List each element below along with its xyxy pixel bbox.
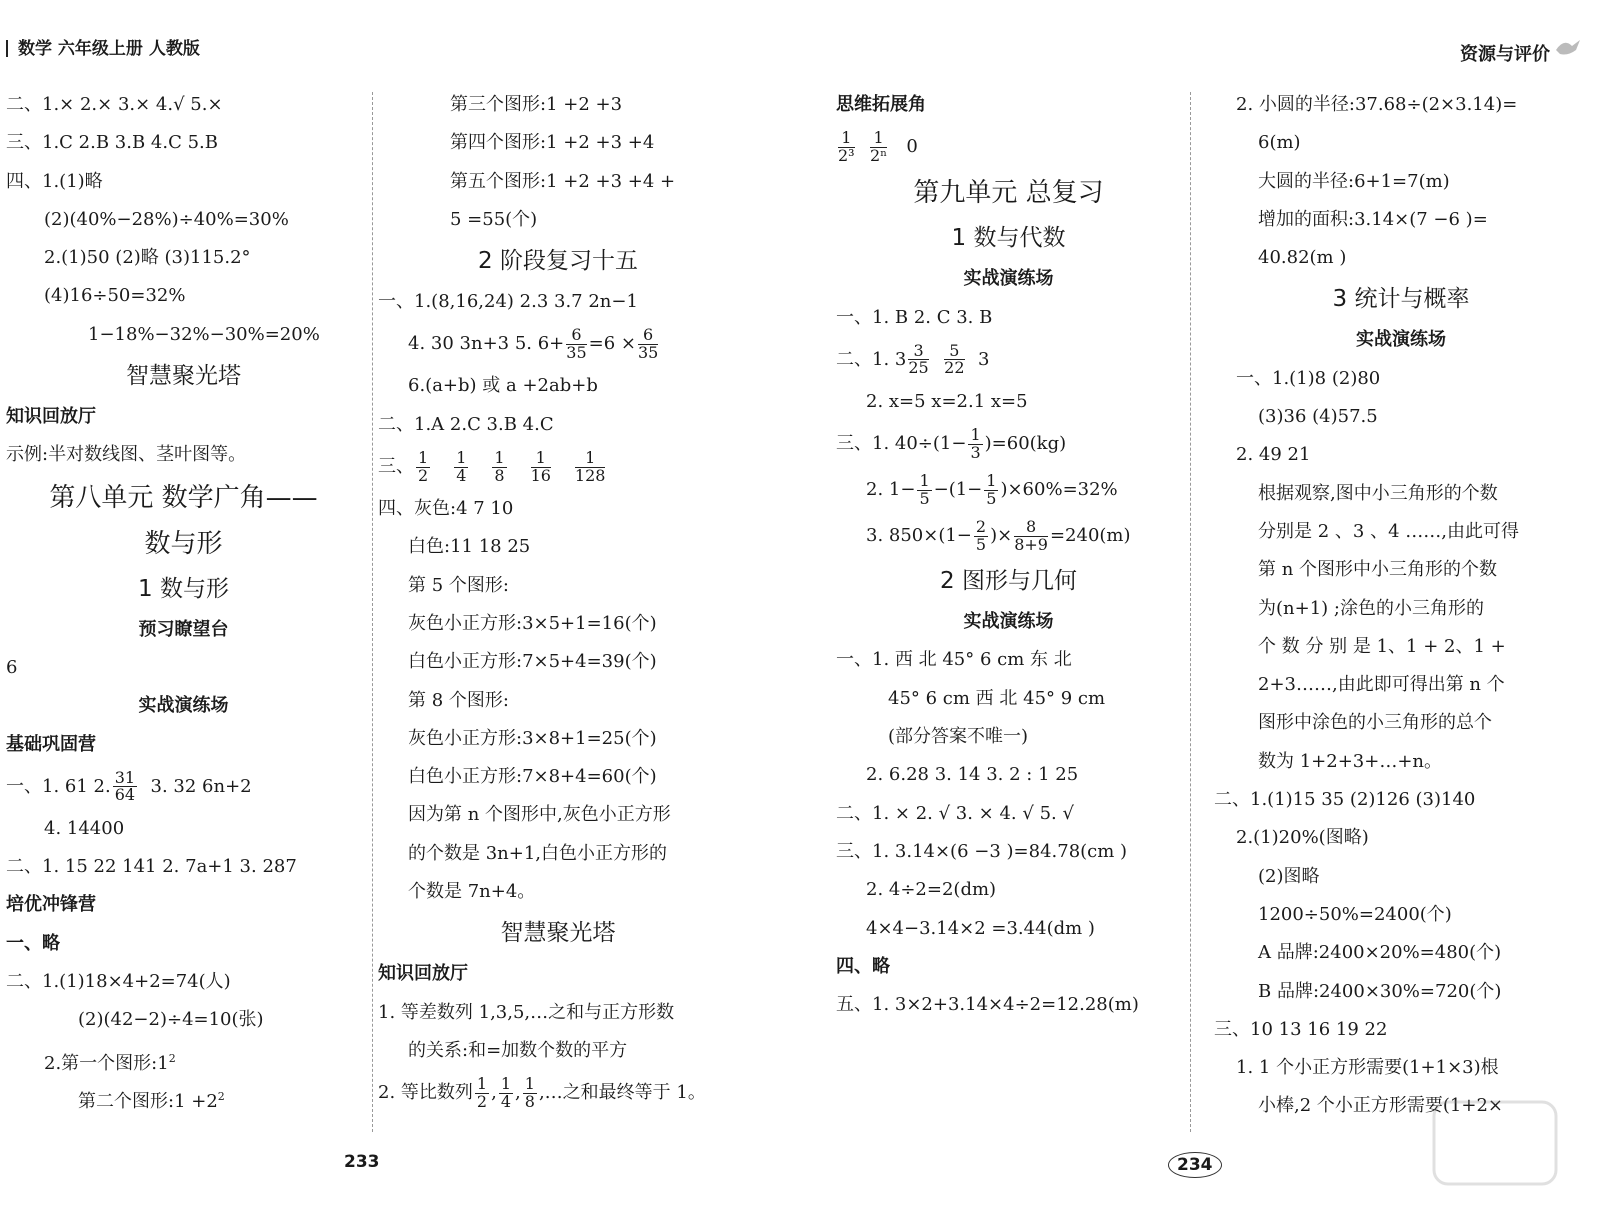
denominator: 16 <box>530 465 551 485</box>
fraction <box>574 447 606 485</box>
answer-line <box>378 321 738 367</box>
answer-text: 2.第一个图形:1 <box>44 1052 169 1074</box>
fraction <box>968 424 982 462</box>
column-divider <box>1190 92 1191 1132</box>
answer-line: 4. 14400 <box>44 817 125 839</box>
answer-line: 三、10 13 16 19 22 <box>1214 1018 1388 1040</box>
column-2 <box>378 86 738 1116</box>
fraction <box>530 447 551 485</box>
answer-line: 三、1. 3.14×(6 −3 )=84.78(cm ) <box>836 840 1128 862</box>
answer-line: 二、1. × 2. √ 3. × 4. √ 5. √ <box>836 802 1074 824</box>
denominator: 3 <box>970 442 981 462</box>
answer-line <box>378 444 738 490</box>
answer-text: 三、1. 40÷(1− <box>836 433 967 455</box>
answer-line: 1. 等差数列 1,3,5,…之和与正方形数 <box>378 1001 675 1023</box>
answer-text: 2. 等比数列 <box>378 1082 473 1104</box>
fraction <box>454 447 468 485</box>
numerator: 2 <box>975 516 987 536</box>
column-4 <box>1214 86 1566 1126</box>
subsection-heading: 知识回放厅 <box>6 406 96 428</box>
answer-line: 1. 1 个小正方形需要(1+1×3)根 <box>1236 1057 1499 1079</box>
answer-line: 一、1. 西 北 45° 6 cm 东 北 <box>836 649 1072 671</box>
fraction <box>1014 516 1048 554</box>
numerator: 5 <box>944 343 964 361</box>
fraction <box>870 130 887 165</box>
answer-line: 图形中涂色的小三角形的总个 <box>1258 712 1492 734</box>
answer-line: 二、1.(1)18×4+2=74(人) <box>6 971 231 993</box>
denominator: 22 <box>944 358 965 378</box>
numerator: 1 <box>575 450 606 468</box>
answer-line: 2. 4÷2=2(dm) <box>866 879 997 901</box>
numerator: 31 <box>114 767 136 787</box>
answer-line: 第四个图形:1 +2 +3 +4 <box>450 132 655 154</box>
answer-line: (2)图略 <box>1258 865 1320 887</box>
denominator: 2 <box>418 465 429 485</box>
answer-text: =6 × <box>588 333 636 355</box>
fraction <box>416 447 430 485</box>
answer-line: 一、1. B 2. C 3. B <box>836 306 993 328</box>
denominator: 8+9 <box>1014 534 1048 554</box>
answer-line: 2.(1)20%(图略) <box>1236 827 1369 849</box>
denominator: 35 <box>637 342 659 362</box>
fraction <box>113 767 137 805</box>
answer-text: 三、 <box>378 456 414 478</box>
section-heading: 实战演练场 <box>1356 329 1446 351</box>
answer-line: (部分答案不唯一) <box>888 726 1029 748</box>
numerator: 1 <box>970 424 981 444</box>
column-1 <box>6 86 361 1116</box>
denominator: 25 <box>908 358 929 378</box>
answer-line: (4)16÷50=32% <box>44 285 186 307</box>
answer-line <box>836 337 1181 383</box>
answer-line <box>378 86 738 124</box>
answer-text: )× <box>990 525 1013 547</box>
answer-text: 二、1. 3 <box>836 348 907 370</box>
answer-line: 白色:11 18 25 <box>408 536 531 558</box>
watermark-icon <box>1430 1098 1560 1188</box>
answer-line: 的个数是 3n+1,白色小正方形的 <box>408 842 668 864</box>
answer-line: 2. 49 21 <box>1236 444 1311 466</box>
answer-text: 3. 850×(1− <box>866 525 972 547</box>
answer-line: 个数是 7n+4。 <box>408 881 536 903</box>
fraction <box>917 470 931 508</box>
denominator: 5 <box>975 534 987 554</box>
answer-line: 四、略 <box>836 955 890 977</box>
answer-line: 个 数 分 别 是 1、1 + 2、1 + <box>1258 635 1506 657</box>
answer-line: 二、1.× 2.× 3.× 4.√ 5.× <box>6 94 223 115</box>
answer-line: 分别是 2 、3 、4 ……,由此可得 <box>1258 520 1519 542</box>
answer-line: 示例:半对数线图、茎叶图等。 <box>6 444 247 466</box>
subsection-heading: 思维拓展角 <box>836 94 926 115</box>
answer-text: =240(m) <box>1049 525 1131 547</box>
answer-line: 2. 等比数列 $\frac{1}{2}$ , $\frac{1}{4}$ , $\frac{1}{8}$ ,…之和最终等于 1。 <box>378 1073 706 1111</box>
answer-line: 白色小正方形:7×5+4=39(个) <box>408 651 657 673</box>
answer-line: 2+3……,由此即可得出第 n 个 <box>1258 674 1505 696</box>
denominator: 64 <box>114 785 136 805</box>
answer-line: 白色小正方形:7×8+4=60(个) <box>408 766 657 788</box>
answer-line: 第五个图形:1 +2 +3 +4 + <box>450 170 676 192</box>
section-heading: 预习瞭望台 <box>138 618 229 640</box>
answer-line: 第二个图形:1 $+2^2$ <box>78 1089 225 1112</box>
answer-line <box>836 467 1181 513</box>
denominator: 2ⁿ <box>870 145 888 165</box>
answer-line: 的关系:和=加数个数的平方 <box>408 1039 628 1061</box>
fraction <box>638 327 658 362</box>
numerator: 1 <box>531 450 551 468</box>
answer-line: 6(m) <box>1258 132 1301 154</box>
denominator: 4 <box>456 465 467 485</box>
answer-line: 5 =55(个) <box>450 208 538 230</box>
answer-text: 2. 1− <box>866 479 916 501</box>
answer-line <box>836 513 1181 559</box>
numerator: 1 <box>919 470 930 490</box>
answer-line: 五、1. 3×2+3.14×4÷2=12.28(m) <box>836 994 1139 1016</box>
answer-line: 第 5 个图形: <box>408 574 509 596</box>
answer-line: 数为 1+2+3+…+n。 <box>1258 750 1442 772</box>
header-right: 资源与评价 <box>1460 44 1550 65</box>
section-heading: 实战演练场 <box>963 268 1054 290</box>
numerator: 1 <box>986 470 997 490</box>
answer-line: 四、灰色:4 7 10 <box>378 498 514 520</box>
page-number-right: 234 <box>1168 1152 1222 1178</box>
answer-line: 一、1.(1)8 (2)80 <box>1236 367 1381 389</box>
column-3 <box>836 86 1181 1024</box>
numerator: 1 <box>870 130 887 148</box>
unit-title: 第八单元 数学广角—— <box>49 482 318 513</box>
page-number-left: 233 <box>344 1152 380 1172</box>
answer-line: 四、1.(1)略 <box>6 170 103 192</box>
book-title: 数学 六年级上册 人教版 <box>18 39 200 59</box>
answer-line: 三、1.C 2.B 3.B 4.C 5.B <box>6 132 218 154</box>
fraction <box>984 470 998 508</box>
unit-title: 数与形 <box>144 528 223 559</box>
answer-line: 二、1.A 2.C 3.B 4.C <box>378 413 554 435</box>
answer-line: 因为第 n 个图形中,灰色小正方形 <box>408 804 671 826</box>
lesson-title: 1 数与代数 <box>951 225 1066 252</box>
section-title: 智慧聚光塔 <box>126 363 241 390</box>
denominator: 35 <box>566 342 587 362</box>
answer-line: 小棒,2 个小正方形需要(1+2× <box>1258 1095 1503 1117</box>
header-left <box>6 34 200 59</box>
numerator: 6 <box>566 327 586 345</box>
answer-text: −(1− <box>933 479 983 501</box>
answer-line: 第 n 个图形中小三角形的个数 <box>1258 559 1498 581</box>
fraction <box>974 516 988 554</box>
answer-text: 第二个图形:1 +2 <box>78 1090 218 1112</box>
answer-line: 灰色小正方形:3×8+1=25(个) <box>408 727 657 749</box>
answer-line: 大圆的半径:6+1=7(m) <box>1258 170 1450 192</box>
answer-line <box>836 421 1181 467</box>
fraction <box>492 447 506 485</box>
denominator: 5 <box>986 488 997 508</box>
answer-line: 二、1.(1)15 35 (2)126 (3)140 <box>1214 789 1476 811</box>
answer-line: 40.82(m ) <box>1258 247 1347 269</box>
answer-line: A 品牌:2400×20%=480(个) <box>1258 942 1502 964</box>
answer-line: 2. x=5 x=2.1 x=5 <box>866 390 1028 412</box>
answer-line: (2)(42−2)÷4=10(张) <box>78 1009 264 1031</box>
answer-line <box>836 124 1181 170</box>
answer-text: 0 <box>906 136 918 158</box>
answer-line: 根据观察,图中小三角形的个数 <box>1258 482 1498 504</box>
numerator: 1 <box>494 447 505 467</box>
header-divider <box>6 40 8 57</box>
answer-text: )×60%=32% <box>1000 479 1118 501</box>
answer-line: B 品牌:2400×30%=720(个) <box>1258 980 1502 1002</box>
answer-line: 1200÷50%=2400(个) <box>1258 903 1452 925</box>
lesson-title: 2 阶段复习十五 <box>478 248 638 275</box>
fraction <box>908 340 929 378</box>
numerator: 1 <box>838 130 855 148</box>
fraction <box>566 327 586 362</box>
bird-logo-icon <box>1554 36 1582 58</box>
answer-line: 2.第一个图形$:1^2$ <box>44 1051 176 1074</box>
numerator: 8 <box>1014 519 1048 537</box>
section-heading: 实战演练场 <box>138 695 229 717</box>
answer-line: 2.(1)50 (2)略 (3)115.2° <box>44 247 251 269</box>
answer-line: 6 <box>6 656 18 678</box>
answer-line: (2)(40%−28%)÷40%=30% <box>44 208 289 230</box>
answer-line: 一、1.(8,16,24) 2.3 3.7 2n−1 <box>378 291 638 313</box>
answer-line: 二、1. 15 22 141 2. 7a+1 3. 287 <box>6 856 297 878</box>
answer-line <box>6 764 361 810</box>
lesson-title: 3 统计与概率 <box>1332 286 1470 313</box>
answer-line: 一、略 <box>6 932 60 954</box>
answer-line: 4×4−3.14×2 =3.44(dm ) <box>866 917 1095 939</box>
fraction <box>838 130 855 165</box>
section-title: 智慧聚光塔 <box>500 920 616 947</box>
unit-title: 第九单元 总复习 <box>913 178 1104 209</box>
denominator: 128 <box>574 465 606 485</box>
denominator: 2³ <box>838 145 855 165</box>
numerator: 1 <box>418 447 429 467</box>
answer-text: 一、1. 61 2. <box>6 775 111 797</box>
answer-line: 灰色小正方形:3×5+1=16(个) <box>408 612 657 634</box>
answer-line: 2. 6.28 3. 14 3. 2 : 1 25 <box>866 764 1079 786</box>
answer-text: 3 <box>977 348 990 370</box>
answer-text: 3. 32 6n+2 <box>150 775 252 797</box>
answer-line: 6.(a+b) 或 a +2ab+b <box>408 375 598 397</box>
answer-line: 2. 小圆的半径:37.68÷(2×3.14)= <box>1236 94 1518 115</box>
answer-line: 1−18%−32%−30%=20% <box>88 323 320 345</box>
answer-line: 为(n+1) ;涂色的小三角形的 <box>1258 597 1484 619</box>
denominator: 8 <box>494 465 505 485</box>
numerator: 1 <box>456 447 467 467</box>
answer-line: 增加的面积:3.14×(7 −6 )= <box>1258 208 1488 230</box>
subsection-heading: 基础巩固营 <box>6 733 96 755</box>
answer-line: 第 8 个图形: <box>408 689 509 711</box>
lesson-title: 1 数与形 <box>138 575 229 602</box>
numerator: 3 <box>908 343 928 361</box>
answer-text: )=60(kg) <box>984 433 1067 455</box>
lesson-title: 2 图形与几何 <box>940 568 1077 595</box>
column-divider <box>372 92 373 1132</box>
subsection-heading: 培优冲锋营 <box>6 894 96 916</box>
numerator: 6 <box>638 327 658 345</box>
answer-text: 第三个图形:1 +2 +3 <box>450 94 623 115</box>
subsection-heading: 知识回放厅 <box>378 963 468 985</box>
answer-text: 4. 30 3n+3 5. 6+ <box>408 333 565 355</box>
section-heading: 实战演练场 <box>963 611 1054 633</box>
answer-line: 45° 6 cm 西 北 45° 9 cm <box>888 687 1106 709</box>
denominator: 5 <box>919 488 930 508</box>
answer-line: (3)36 (4)57.5 <box>1258 406 1378 428</box>
fraction <box>944 340 965 378</box>
answer-text: …之和最终等于 1。 <box>544 1082 706 1104</box>
